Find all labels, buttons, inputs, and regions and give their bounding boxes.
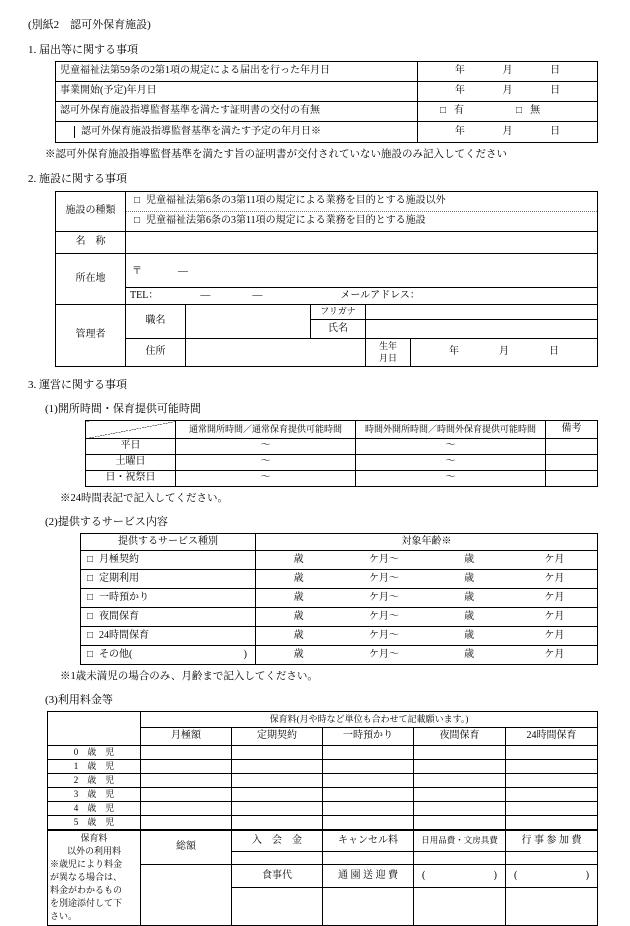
note-line: が異なる場合は、 xyxy=(50,871,123,882)
certificate-no-checkbox[interactable]: □ xyxy=(516,105,523,117)
sunday-extra-field[interactable] xyxy=(356,471,546,487)
saturday-extra-field[interactable] xyxy=(356,455,546,471)
facility-type1-checkbox[interactable]: □ xyxy=(134,195,141,207)
month-placeholder: 月 xyxy=(499,346,510,358)
business-start-field[interactable] xyxy=(418,82,598,102)
fee-cell[interactable] xyxy=(323,788,414,802)
certificate-no-label: 無 xyxy=(530,105,541,117)
service-regular-age-field[interactable] xyxy=(256,570,598,589)
age-row-5-label: 5 歳 児 xyxy=(48,816,141,830)
paren-open: ( xyxy=(514,869,518,881)
certificate-issued-label: 認可外保育施設指導監督基準を満たす証明書の交付の有無 xyxy=(56,102,418,122)
age-from-year: 歳 xyxy=(293,553,304,565)
fee-cell[interactable] xyxy=(141,802,232,816)
note-line: 以外の利用料 xyxy=(66,845,121,856)
services-table xyxy=(80,533,598,665)
fee-cell[interactable] xyxy=(323,802,414,816)
age-from-year: 歳 xyxy=(293,629,304,641)
paren-close: ) xyxy=(493,869,497,881)
tilde: ～ xyxy=(445,440,456,452)
service-other-paren: ) xyxy=(243,648,247,660)
sunday-normal-field[interactable] xyxy=(176,471,356,487)
fee-cell[interactable] xyxy=(506,746,598,760)
other-fees-note xyxy=(48,830,141,926)
age-to-month: ケ月 xyxy=(544,629,565,641)
sub3-title: (3)利用料金等 xyxy=(45,694,113,706)
fee-col-night: 夜間保育 xyxy=(414,728,506,746)
address-label: 所在地 xyxy=(56,254,126,305)
age-from-month: ケ月～ xyxy=(368,648,399,660)
notification-date-label: 児童福祉法第59条の2第1項の規定による届出を行った年月日 xyxy=(56,62,418,82)
fee-cell[interactable] xyxy=(414,816,506,830)
month-placeholder: 月 xyxy=(502,125,513,137)
age-from-year: 歳 xyxy=(293,610,304,622)
service-row-24h xyxy=(81,627,256,646)
notification-date-field[interactable] xyxy=(418,62,598,82)
event-fee-field[interactable] xyxy=(506,852,598,865)
age-to-month: ケ月 xyxy=(544,572,565,584)
paren-open: ( xyxy=(422,869,426,881)
age-to-month: ケ月 xyxy=(544,591,565,603)
person-name-field[interactable] xyxy=(366,320,598,339)
age-from-month: ケ月～ xyxy=(368,629,399,641)
facility-type2-checkbox[interactable]: □ xyxy=(134,215,141,227)
service-temporary-age-field[interactable] xyxy=(256,589,598,608)
birthdate-label-line1: 生年 xyxy=(378,341,397,352)
total-fee-field[interactable] xyxy=(141,865,232,926)
email-label: メールアドレス： xyxy=(340,289,420,301)
age-to-month: ケ月 xyxy=(544,553,565,565)
admission-fee-label: 入 会 金 xyxy=(232,830,323,852)
age-from-year: 歳 xyxy=(293,591,304,603)
target-age-header: 対象年齢※ xyxy=(256,534,598,551)
birthdate-label-line2: 月日 xyxy=(378,352,397,363)
sub2-title: (2)提供するサービス内容 xyxy=(45,516,168,528)
sub1-note: ※24時間表記で記入してください。 xyxy=(60,493,228,504)
fee-cell[interactable] xyxy=(414,774,506,788)
service-other-checkbox[interactable]: □ xyxy=(87,648,94,660)
sub2-note: ※1歳未満児の場合のみ、月齢まで記入してください。 xyxy=(60,671,318,682)
fee-cell[interactable] xyxy=(232,788,323,802)
fee-cell[interactable] xyxy=(141,746,232,760)
tel-dash: ― xyxy=(200,289,211,301)
facility-table xyxy=(55,191,598,367)
fee-cell[interactable] xyxy=(506,760,598,774)
manager-label: 管理者 xyxy=(56,305,126,367)
fee-cell[interactable] xyxy=(414,788,506,802)
fee-cell[interactable] xyxy=(141,774,232,788)
fee-cell[interactable] xyxy=(232,816,323,830)
custom-fee1-field[interactable] xyxy=(414,888,506,926)
service-monthly-checkbox[interactable]: □ xyxy=(87,553,94,565)
fee-cell[interactable] xyxy=(232,746,323,760)
fee-cell[interactable] xyxy=(323,816,414,830)
service-24h-age-field[interactable] xyxy=(256,627,598,646)
tel-email-field[interactable] xyxy=(126,288,598,305)
custom-fee1-label[interactable] xyxy=(414,865,506,888)
admission-fee-field[interactable] xyxy=(232,852,323,865)
age-row-4-label: 4 歳 児 xyxy=(48,802,141,816)
form-page xyxy=(0,16,630,919)
day-placeholder: 日 xyxy=(549,346,560,358)
note-line: 保育料 xyxy=(80,832,108,843)
transport-fee-label: 通 園 送 迎 費 xyxy=(323,865,414,888)
month-placeholder: 月 xyxy=(502,65,513,77)
facility-type-label: 施設の種類 xyxy=(56,192,126,232)
fee-col-temporary: 一時預かり xyxy=(323,728,414,746)
weekday-label: 平日 xyxy=(86,439,176,455)
paren-close: ) xyxy=(585,869,590,881)
fee-cell[interactable] xyxy=(232,760,323,774)
year-placeholder: 年 xyxy=(454,125,465,137)
event-fee-label: 行 事 参 加 費 xyxy=(506,830,598,852)
service-night-label: 夜間保育 xyxy=(99,610,140,622)
note-line: さい。 xyxy=(50,910,78,921)
service-24h-checkbox[interactable]: □ xyxy=(87,629,94,641)
age-from-year: 歳 xyxy=(293,572,304,584)
age-to-month: ケ月 xyxy=(544,648,565,660)
service-regular-checkbox[interactable]: □ xyxy=(87,572,94,584)
custom-fee2-field[interactable] xyxy=(506,888,598,926)
facility-type2-label: 児童福祉法第6条の3第11項の規定による業務を目的とする施設 xyxy=(146,215,426,227)
note-line: を別途添付して下 xyxy=(50,897,123,908)
age-to-year: 歳 xyxy=(464,572,475,584)
saturday-remarks-field[interactable] xyxy=(546,455,598,471)
weekday-remarks-field[interactable] xyxy=(546,439,598,455)
extra-hours-header: 時間外開所時間／時間外保育提供可能時間 xyxy=(356,421,546,439)
age-to-year: 歳 xyxy=(464,553,475,565)
note-line: ※歳児により料金 xyxy=(50,858,123,869)
tel-label: TEL： xyxy=(130,289,159,301)
fee-cell[interactable] xyxy=(323,746,414,760)
day-placeholder: 日 xyxy=(550,65,561,77)
meal-fee-field[interactable] xyxy=(232,888,323,926)
tilde: ～ xyxy=(260,472,271,484)
note-line: 料金がわかるもの xyxy=(50,884,123,895)
weekday-extra-field[interactable] xyxy=(356,439,546,455)
fee-cell[interactable] xyxy=(414,746,506,760)
fee-cell[interactable] xyxy=(232,802,323,816)
total-label: 総額 xyxy=(141,830,232,865)
age-from-month: ケ月～ xyxy=(368,591,399,603)
sunday-remarks-field[interactable] xyxy=(546,471,598,487)
postal-dash: ― xyxy=(178,265,188,277)
custom-fee2-label[interactable] xyxy=(506,865,598,888)
planned-date-label: 認可外保育施設指導監督基準を満たす予定の年月日※ xyxy=(81,125,321,137)
fee-cell[interactable] xyxy=(414,802,506,816)
remarks-header: 備考 xyxy=(546,421,598,439)
business-start-label: 事業開始(予定)年月日 xyxy=(56,82,418,102)
year-placeholder: 年 xyxy=(449,346,459,358)
age-to-year: 歳 xyxy=(464,629,475,641)
meal-fee-label: 食事代 xyxy=(232,865,323,888)
fee-cell[interactable] xyxy=(323,774,414,788)
fee-cell[interactable] xyxy=(141,788,232,802)
home-address-field[interactable] xyxy=(186,339,366,367)
planned-date-label-cell xyxy=(56,122,418,143)
section2-title: 2. 施設に関する事項 xyxy=(28,173,127,185)
fee-cell[interactable] xyxy=(232,774,323,788)
fee-cell[interactable] xyxy=(506,816,598,830)
age-to-year: 歳 xyxy=(464,591,475,603)
day-placeholder: 日 xyxy=(550,85,561,97)
fee-cell[interactable] xyxy=(141,816,232,830)
fee-col-monthly: 月極額 xyxy=(141,728,232,746)
fees-table xyxy=(47,711,598,926)
daily-goods-fee-label: 日用品費・文房具費 xyxy=(414,830,506,852)
age-row-0-label: 0 歳 児 xyxy=(48,746,141,760)
saturday-label: 土曜日 xyxy=(86,455,176,471)
facility-type-options xyxy=(126,192,598,232)
job-title-field[interactable] xyxy=(186,305,311,339)
service-24h-label: 24時間保育 xyxy=(99,629,150,641)
fee-cell[interactable] xyxy=(323,760,414,774)
service-night-checkbox[interactable]: □ xyxy=(87,610,94,622)
service-other-age-field[interactable] xyxy=(256,646,598,665)
age-from-month: ケ月～ xyxy=(368,572,399,584)
service-night-age-field[interactable] xyxy=(256,608,598,627)
service-row-other xyxy=(81,646,256,665)
furigana-field[interactable] xyxy=(366,305,598,320)
daily-goods-fee-field[interactable] xyxy=(414,852,506,865)
month-placeholder: 月 xyxy=(502,85,513,97)
postal-mark: 〒 xyxy=(132,265,142,277)
fee-cell[interactable] xyxy=(506,788,598,802)
person-name-label: 氏名 xyxy=(311,320,366,339)
age-to-year: 歳 xyxy=(464,610,475,622)
cancel-fee-label: キャンセル料 xyxy=(323,830,414,852)
fee-col-regular: 定期契約 xyxy=(232,728,323,746)
facility-name-field[interactable] xyxy=(126,232,598,254)
age-row-1-label: 1 歳 児 xyxy=(48,760,141,774)
age-from-year: 歳 xyxy=(293,648,304,660)
cancel-fee-field[interactable] xyxy=(323,852,414,865)
fee-header: 保育料(月や時など単位も合わせて記載願います。) xyxy=(141,712,598,728)
service-row-night xyxy=(81,608,256,627)
weekday-normal-field[interactable] xyxy=(176,439,356,455)
service-type-header: 提供するサービス種別 xyxy=(81,534,256,551)
facility-name-label: 名 称 xyxy=(56,232,126,254)
day-placeholder: 日 xyxy=(550,125,561,137)
fee-cell[interactable] xyxy=(141,760,232,774)
year-placeholder: 年 xyxy=(454,65,465,77)
tel-dash: ― xyxy=(252,289,263,301)
service-monthly-age-field[interactable] xyxy=(256,551,598,570)
age-from-month: ケ月～ xyxy=(368,553,399,565)
normal-hours-header: 通常開所時間／通常保育提供可能時間 xyxy=(176,421,356,439)
tilde: ～ xyxy=(445,472,456,484)
section1-note: ※認可外保育施設指導監督基準を満たす旨の証明書が交付されていない施設のみ記入してください xyxy=(45,149,507,160)
furigana-label: フリガナ xyxy=(311,305,366,320)
certificate-issued-field xyxy=(418,102,598,122)
service-row-regular xyxy=(81,570,256,589)
tilde: ～ xyxy=(260,456,271,468)
fee-col-24h: 24時間保育 xyxy=(506,728,598,746)
planned-date-field[interactable] xyxy=(418,122,598,143)
birthdate-field[interactable] xyxy=(411,339,598,367)
age-to-month: ケ月 xyxy=(544,610,565,622)
sub1-title: (1)開所時間・保育提供可能時間 xyxy=(45,403,201,415)
tilde: ～ xyxy=(445,456,456,468)
section3-title: 3. 運営に関する事項 xyxy=(28,379,127,391)
certificate-yes-label: 有 xyxy=(454,105,465,117)
sunday-holiday-label: 日・祝祭日 xyxy=(86,471,176,487)
fee-cell[interactable] xyxy=(414,760,506,774)
birthdate-label xyxy=(366,339,411,367)
fee-cell[interactable] xyxy=(506,774,598,788)
annex-tag: (別紙2 認可外保育施設) xyxy=(28,19,151,31)
transport-fee-field[interactable] xyxy=(323,888,414,926)
age-from-month: ケ月～ xyxy=(368,610,399,622)
fee-corner-cell xyxy=(48,712,141,746)
age-row-2-label: 2 歳 児 xyxy=(48,774,141,788)
job-title-label: 職名 xyxy=(126,305,186,339)
year-placeholder: 年 xyxy=(454,85,465,97)
notification-table xyxy=(55,61,598,143)
service-monthly-label: 月極契約 xyxy=(99,553,140,565)
service-row-monthly xyxy=(81,551,256,570)
certificate-yes-checkbox[interactable]: □ xyxy=(440,105,447,117)
service-temporary-checkbox[interactable]: □ xyxy=(87,591,94,603)
saturday-normal-field[interactable] xyxy=(176,455,356,471)
postal-address-field[interactable] xyxy=(126,254,598,288)
section1-title: 1. 届出等に関する事項 xyxy=(28,44,138,56)
service-regular-label: 定期利用 xyxy=(99,572,140,584)
fee-cell[interactable] xyxy=(506,802,598,816)
facility-type1-label: 児童福祉法第6条の3第11項の規定による業務を目的とする施設以外 xyxy=(146,195,446,207)
service-row-temporary xyxy=(81,589,256,608)
service-other-label: その他( xyxy=(99,648,133,660)
age-to-year: 歳 xyxy=(464,648,475,660)
diagonal-header-cell xyxy=(86,421,176,439)
age-row-3-label: 3 歳 児 xyxy=(48,788,141,802)
service-temporary-label: 一時預かり xyxy=(99,591,150,603)
home-address-label: 住所 xyxy=(126,339,186,367)
tilde: ～ xyxy=(260,440,271,452)
hours-table xyxy=(85,420,598,487)
